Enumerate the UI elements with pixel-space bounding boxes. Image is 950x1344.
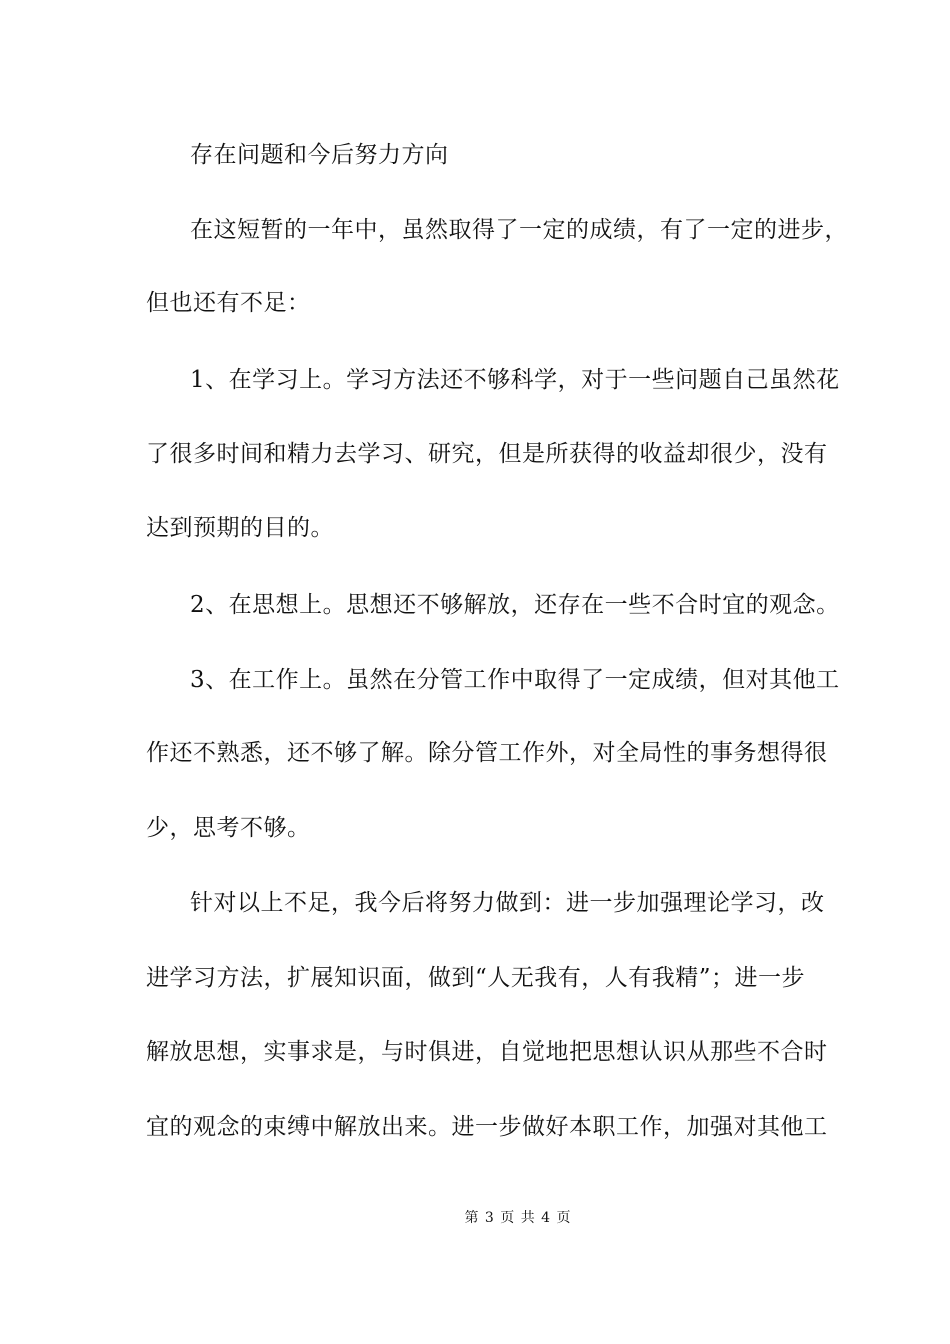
paragraph-line: 少，思考不够。: [146, 815, 311, 841]
paragraph-line: 作还不熟悉，还不够了解。除分管工作外，对全局性的事务想得很: [146, 740, 828, 766]
paragraph-line: 2、在思想上。思想还不够解放，还存在一些不合时宜的观念。: [190, 592, 840, 618]
paragraph-line: 1、在学习上。学习方法还不够科学，对于一些问题自己虽然花: [190, 367, 840, 393]
paragraph-line: 针对以上不足，我今后将努力做到：进一步加强理论学习，改: [190, 890, 825, 916]
page-number-footer: 第 3 页 共 4 页: [464, 1210, 572, 1226]
paragraph-line: 解放思想，实事求是，与时俱进，自觉地把思想认识从那些不合时: [146, 1039, 828, 1065]
paragraph-line: 在这短暂的一年中，虽然取得了一定的成绩，有了一定的进步，: [190, 217, 848, 243]
paragraph-line: 达到预期的目的。: [146, 515, 334, 541]
paragraph-line: 但也还有不足：: [146, 290, 311, 316]
section-heading: 存在问题和今后努力方向: [190, 142, 449, 168]
paragraph-line: 宜的观念的束缚中解放出来。进一步做好本职工作，加强对其他工: [146, 1114, 828, 1140]
paragraph-line: 了很多时间和精力去学习、研究，但是所获得的收益却很少，没有: [146, 441, 828, 467]
paragraph-line: 进学习方法，扩展知识面，做到“人无我有，人有我精”；进一步: [146, 965, 806, 991]
paragraph-line: 3、在工作上。虽然在分管工作中取得了一定成绩，但对其他工: [190, 667, 840, 693]
